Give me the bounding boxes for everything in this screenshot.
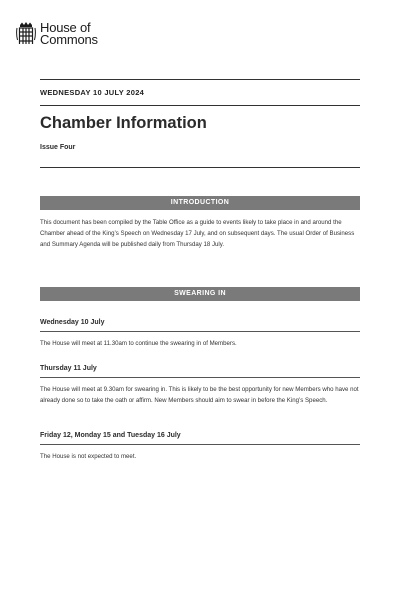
document-title: Chamber Information [40, 114, 207, 132]
day-rule-thursday [40, 377, 360, 378]
logo-wordmark [40, 22, 98, 46]
top-rule [40, 79, 360, 80]
day-heading-thursday: Thursday 11 July [40, 365, 97, 372]
day-text-friday-to-tuesday: The House is not expected to meet. [40, 453, 137, 460]
day-heading-wednesday: Wednesday 10 July [40, 319, 105, 326]
day-text-thursday: The House will meet at 9.30am for swearing in. This is likely to be the best opportunity for new Members who have not already done so to take the oath or affirm. New Members should aim to swear in before the King’s Speech. [40, 386, 359, 404]
day-rule-friday-to-tuesday [40, 444, 360, 445]
date-rule [40, 105, 360, 106]
day-text-wednesday: The House will meet at 11.30am to continue the swearing in of Members. [40, 340, 237, 347]
introduction-text: This document has been compiled by the Table Office as a guide to events likely to take place in and around the Chamber ahead of the King’s Speech on Wednesday 17 July, and on subsequent days. The usual Order of Business and Summary Agenda will be published daily from Thursday 18 July. [40, 219, 355, 248]
introduction-heading: INTRODUCTION [40, 196, 360, 210]
logo-line-2: Commons [40, 32, 98, 47]
issue-label: Issue Four [40, 144, 76, 151]
day-heading-friday-to-tuesday: Friday 12, Monday 15 and Tuesday 16 July [40, 432, 181, 439]
swearing-in-heading: SWEARING IN [40, 287, 360, 301]
day-rule-wednesday [40, 331, 360, 332]
house-of-commons-logo [16, 22, 98, 46]
logo-line-1: House of [40, 20, 91, 35]
document-date: WEDNESDAY 10 JULY 2024 [40, 88, 145, 97]
header-bottom-rule [40, 167, 360, 168]
portcullis-icon [16, 22, 36, 46]
